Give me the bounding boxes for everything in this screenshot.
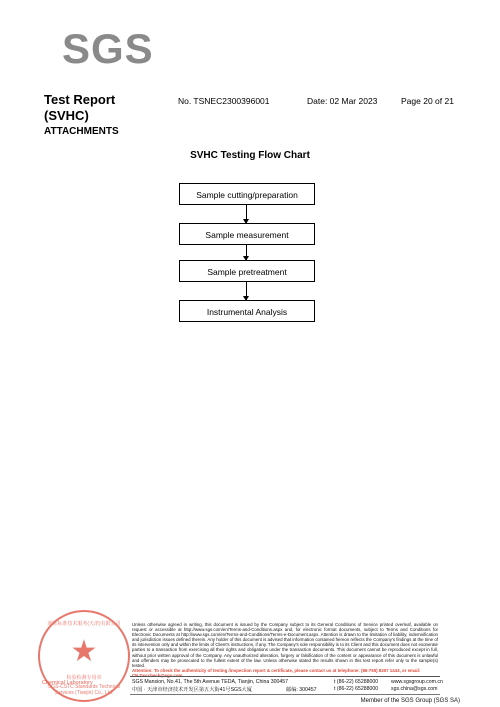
seal-lab-text: Chemical Laboratory [42,680,93,686]
report-number: No. TSNEC2300396001 [178,96,270,106]
footer-divider [130,676,440,677]
section-heading: ATTACHMENTS [44,126,119,137]
company-seal [38,610,130,702]
report-subtitle: (SVHC) [44,108,89,123]
report-title: Test Report [44,92,116,107]
address-cn: 中国 · 天津市经济技术开发区第五大街41号SGS大厦 [132,687,252,693]
email: sgs.china@sgs.com [391,686,438,692]
seal-mid-text: 检验检测专用章 [66,675,102,681]
flow-step-3: Sample pretreatment [179,260,315,282]
phone-1: t (86-22) 65288000 [334,679,379,685]
flow-step-4: Instrumental Analysis [179,300,315,322]
flow-chart-title: SVHC Testing Flow Chart [190,150,310,161]
seal-bottom-text: SGS-CSTC Standards Technical Services (Tianjin) Co., Ltd. [47,684,121,696]
logo-text: SGS [62,25,154,72]
seal-top-text: 通标标准技术服务(天津)有限公司 [47,621,121,627]
bottom-divider [130,694,440,695]
page-number: Page 20 of 21 [401,96,454,106]
phone-2: t (86-22) 65288000 [334,686,379,692]
website: www.sgsgroup.com.cn [391,679,443,685]
flow-step-1: Sample cutting/preparation [179,183,315,205]
member-note: Member of the SGS Group (SGS SA) [360,698,460,704]
postcode-cn: 邮编: 300457 [286,687,317,693]
seal-star-icon: ★ [70,635,98,668]
legal-disclaimer: Unless otherwise agreed in writing, this document is issued by the Company subject to its General Conditions of Service printed overleaf, available on request or accessible at http://www.sgs.com/en/Terms-and-Conditions.aspx and, for electronic format documents, subject to Terms and Conditions for Electronic Documents at http://www.sgs.com/en/Terms-and-Conditions/Terms-e-Document.aspx. Attention is drawn to the limitation of liability, indemnification and jurisdiction issues defined therein. Any holder of this document is advised that information contained hereon reflects the Company's findings at the time of its intervention only and within the limits of Client's instructions, if any. The Company's sole responsibility is to its Client and this document does not exonerate parties to a transaction from exercising all their rights and obligations under the transaction documents. This document cannot be reproduced except in full, without prior written approval of the Company. Any unauthorized alteration, forgery or falsification of the content or appearance of this document is unlawful and offenders may be prosecuted to the fullest extent of the law. Unless otherwise stated the results shown in this test report refer only to the sample(s) tested. [132,622,438,668]
sgs-logo [62,25,154,72]
authenticity-notice: Attention: To check the authenticity of testing /inspection report & certificate, please contact us at telephone: (86-755) 8307 1443, or email: [132,668,421,673]
flow-arrow-3 [246,282,247,300]
flow-step-2: Sample measurement [179,223,315,245]
address-en: SGS Mansion, No.41, The 5th Avenue TEDA, Tianjin, China 300457 [132,679,289,685]
report-date: Date: 02 Mar 2023 [307,96,378,106]
flow-arrow-1 [246,205,247,223]
flow-arrow-2 [246,245,247,260]
